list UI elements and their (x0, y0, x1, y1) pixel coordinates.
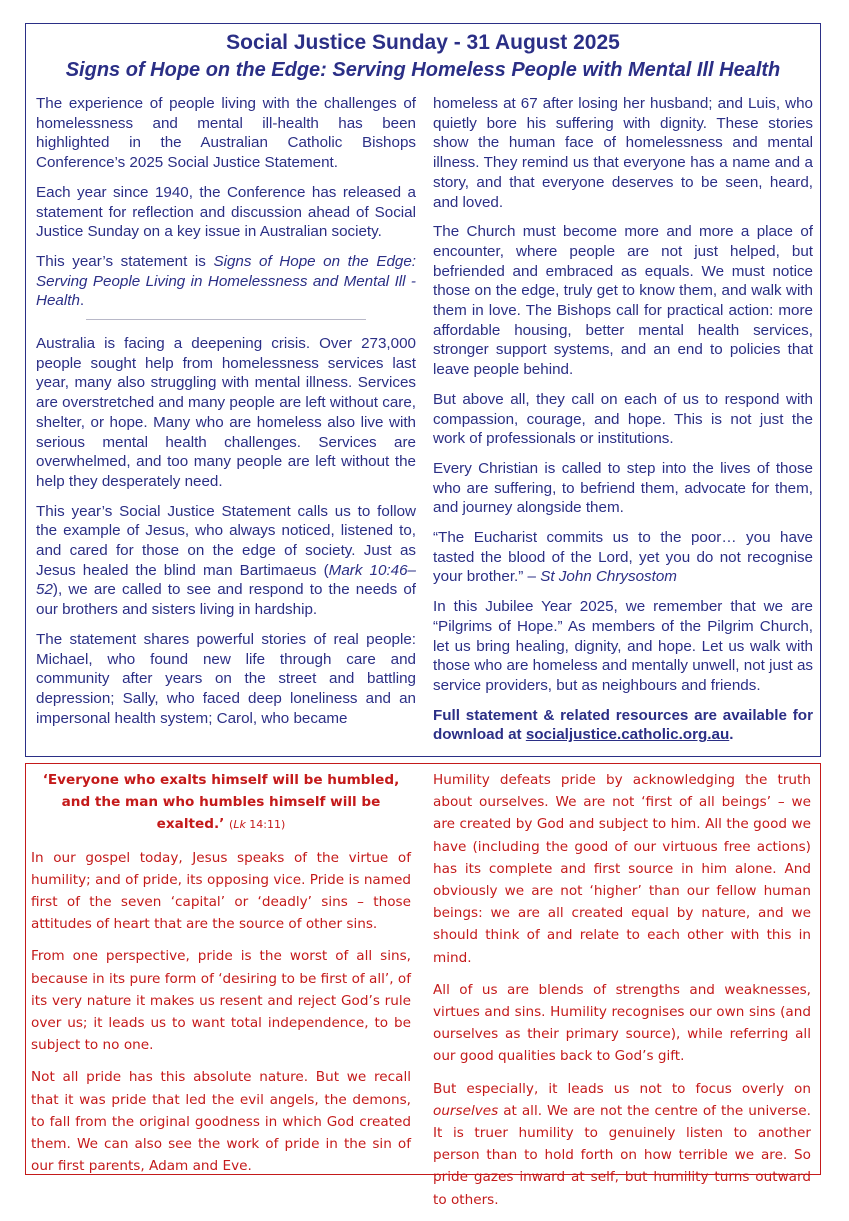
quote-reference: (Lk 14:11) (229, 818, 286, 832)
text-span: . (79, 292, 85, 310)
paragraph: Each year since 1940, the Conference has released a statement for reflection and discussion ahead of Social Justice Sunday on a key issue in Australian society. (36, 183, 416, 241)
paragraph (36, 502, 416, 620)
social-justice-box (25, 23, 821, 757)
page-title: Social Justice Sunday - 31 August 2025 (226, 31, 620, 54)
reference-book: Lk (233, 818, 246, 832)
statement-title: Signs of Hope on the Edge: Serving People Living in Homelessness and Mental Ill -Health (36, 252, 417, 310)
text-span: This year’s statement is (36, 252, 214, 270)
text-span: This year’s Social Justice Statement calls us to follow the example of Jesus, who always noticed, listened to, and cared for those on the edge of society. Just as Jesus healed the blind man Bartimaeus ( (36, 502, 416, 579)
text-span: . (729, 726, 734, 744)
quote-author: St John Chrysostom (540, 568, 677, 586)
paragraph: From one perspective, pride is the worst of all sins, because in its pure form of ‘desiring to be first of all’, of its very nature it makes us resent and reject God’s rule over us; it leads us to want total independence, to be subject to no one. (31, 948, 411, 1054)
red-right-column (433, 769, 811, 1221)
quote-paragraph (433, 528, 813, 587)
quote-text: ‘Everyone who exalts himself will be humbled, and the man who humbles himself will be exalted.’ (42, 772, 400, 833)
blue-right-column (433, 94, 813, 755)
red-left-column (31, 769, 411, 1187)
paragraph: In this Jubilee Year 2025, we remember that we are “Pilgrims of Hope.” As members of the Pilgrim Church, let us bring healing, dignity, and hope. Let us walk with those who are homeless and mentally unwell, not just as service providers, but as neighbours and friends. (433, 598, 813, 694)
text-span: But especially, it leads us not to focus overly on (433, 1080, 811, 1097)
paragraph: The experience of people living with the challenges of homelessness and mental ill-health has been highlighted in the Australian Catholic Bishops Conference’s 2025 Social Justice Statement. (36, 95, 416, 172)
paragraph: Not all pride has this absolute nature. But we recall that it was pride that led the evil angels, the demons, to fall from the original goodness in which God created them. We can also see the work of pride in the sin of our first parents, Adam and Eve. (31, 1069, 411, 1175)
website-link[interactable]: socialjustice.catholic.org.au (525, 726, 730, 744)
paragraph: All of us are blends of strengths and weaknesses, virtues and sins. Humility recognises our own sins (and ourselves as their primary source), while referring all our good qualities back to God’s gift. (433, 981, 811, 1065)
paragraph: The statement shares powerful stories of real people: Michael, who found new life through care and community after years on the street and battling depression; Sally, who faced deep loneliness and an impersonal health system; Carol, who became (36, 630, 416, 727)
paragraph (433, 1078, 811, 1211)
paragraph: Every Christian is called to step into the lives of those who are suffering, to befriend them, advocate for them, and journey alongside them. (433, 459, 813, 517)
reflection-box (25, 763, 821, 1208)
paragraph: Humility defeats pride by acknowledging the truth about ourselves. We are not ‘first of all beings’ – we are created by God and subject to him. All the good we have (including the good of our virtuous free actions) has its complete and first source in him alone. And obviously we are not ‘higher’ than our fellow human beings: we are all created equal by nature, and we should think of and relate to each other with this in mind. (433, 772, 811, 966)
paragraph: But above all, they call on each of us to respond with compassion, courage, and hope. This is not just the work of professionals or institutions. (433, 390, 813, 448)
blue-left-column (36, 94, 416, 738)
emphasis: ourselves (433, 1102, 499, 1119)
scripture-ref: Mark 10:46–52 (36, 561, 417, 599)
page-subtitle: Signs of Hope on the Edge: Serving Homeless People with Mental Ill Health (65, 59, 781, 81)
download-text: Full statement & related resources are available for download at (433, 706, 813, 744)
paragraph: Australia is facing a deepening crisis. Over 273,000 people sought help from homelessness services last year, many also struggling with mental illness. Services are overstretched and many people are left without care, shelter, or hope. Many who are homeless also live with serious mental health challenges. Services are overwhelmed, and too many people are left without the help they desperately need. (36, 335, 416, 490)
paragraph: In our gospel today, Jesus speaks of the virtue of humility; and of pride, its opposing vice. Pride is named first of the seven ‘capital’ or ‘deadly’ sins – those attitudes of heart that are the source of other sins. (31, 849, 411, 933)
paragraph (36, 252, 416, 311)
download-paragraph (433, 706, 813, 745)
paragraph: homeless at 67 after losing her husband; and Luis, who quietly bore his suffering with dignity. These stories show the human face of homelessness and mental illness. They remind us that everyone has a name and a story, and that everyone deserves to be seen, heard, and loved. (433, 95, 813, 211)
quote-text: “The Eucharist commits us to the poor… you have tasted the blood of the Lord, yet you do not recognise your brother.” – (433, 529, 813, 586)
text-span: at all. We are not the centre of the universe. It is truer humility to genuinely listen to another person than to hold forth on how terrible we are. So pride gazes inward at self, but humility turns outward to others. (433, 1102, 811, 1208)
text-span: ), we are called to see and respond to the needs of our brothers and sisters living in hardship. (36, 581, 416, 619)
paragraph: The Church must become more and more a place of encounter, where people are not just helped, but befriended and embraced as equals. We must notice those on the edge, truly get to know them, and walk with them in love. The Bishops call for practical action: more affordable housing, better mental health services, stronger support systems, and an end to policies that leave people behind. (433, 223, 813, 379)
gospel-quote (31, 769, 411, 837)
divider (86, 319, 366, 320)
